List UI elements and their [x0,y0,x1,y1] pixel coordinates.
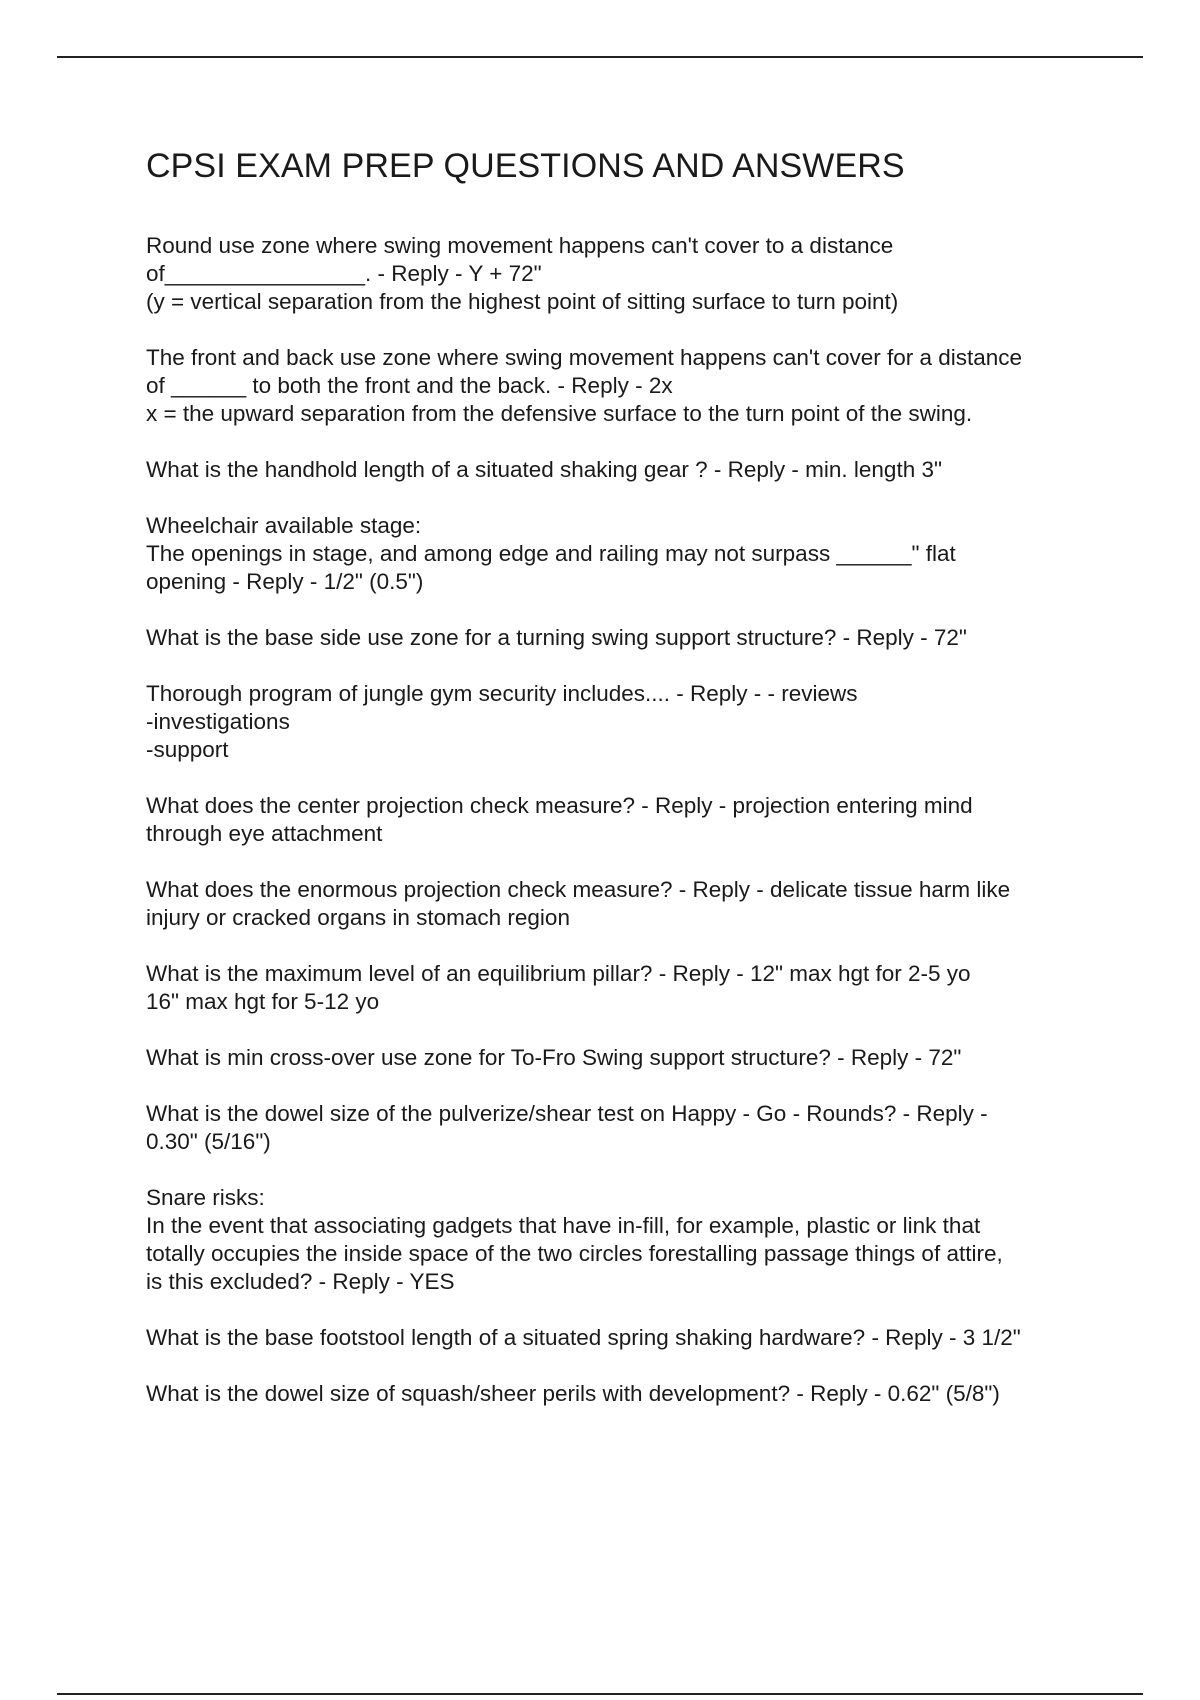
qa-line: totally occupies the inside space of the two circles forestalling passage things of attire, [146,1241,1003,1266]
qa-line: of ______ to both the front and the back. - Reply - 2x [146,373,673,398]
qa-line: is this excluded? - Reply - YES [146,1269,455,1294]
qa-item [146,232,1106,316]
qa-line: x = the upward separation from the defensive surface to the turn point of the swing. [146,401,973,426]
qa-line: What is min cross-over use zone for To-Fro Swing support structure? - Reply - 72" [146,1045,962,1070]
qa-item [146,624,1106,652]
qa-item [146,1044,1106,1072]
qa-line: Thorough program of jungle gym security includes.... - Reply - - reviews [146,681,858,706]
qa-line: Snare risks: [146,1185,265,1210]
qa-line: Wheelchair available stage: [146,513,422,538]
qa-line: -investigations [146,709,290,734]
qa-line: (y = vertical separation from the highest point of sitting surface to turn point) [146,289,899,314]
qa-item [146,876,1106,932]
document-body [146,140,1106,1436]
qa-line: What is the maximum level of an equilibrium pillar? - Reply - 12" max hgt for 2-5 yo [146,961,971,986]
qa-line: What does the center projection check measure? - Reply - projection entering mind [146,793,973,818]
qa-line: -support [146,737,229,762]
page-title: CPSI EXAM PREP QUESTIONS AND ANSWERS [146,147,905,185]
bottom-rule [57,1693,1143,1695]
qa-line: injury or cracked organs in stomach region [146,905,570,930]
qa-item [146,792,1106,848]
qa-line: Round use zone where swing movement happens can't cover to a distance [146,233,894,258]
qa-item [146,512,1106,596]
qa-line: In the event that associating gadgets that have in-fill, for example, plastic or link that [146,1213,981,1238]
qa-line: The front and back use zone where swing movement happens can't cover for a distance [146,345,1023,370]
qa-line: What does the enormous projection check measure? - Reply - delicate tissue harm like [146,877,1011,902]
qa-line: through eye attachment [146,821,383,846]
qa-item [146,960,1106,1016]
qa-item [146,680,1106,764]
qa-item [146,1380,1106,1408]
qa-line: The openings in stage, and among edge and railing may not surpass ______" flat [146,541,956,566]
qa-line: 16" max hgt for 5-12 yo [146,989,380,1014]
qa-item [146,344,1106,428]
qa-line: What is the base side use zone for a turning swing support structure? - Reply - 72" [146,625,967,650]
qa-item [146,1324,1106,1352]
qa-line: of________________. - Reply - Y + 72" [146,261,542,286]
qa-line: What is the base footstool length of a situated spring shaking hardware? - Reply - 3 1/2" [146,1325,1021,1350]
qa-line: opening - Reply - 1/2" (0.5") [146,569,424,594]
qa-line: 0.30" (5/16") [146,1129,271,1154]
qa-item [146,1100,1106,1156]
qa-item [146,456,1106,484]
qa-list [146,232,1106,1408]
qa-line: What is the dowel size of the pulverize/shear test on Happy - Go - Rounds? - Reply - [146,1101,988,1126]
qa-item [146,1184,1106,1296]
qa-line: What is the dowel size of squash/sheer perils with development? - Reply - 0.62" (5/8") [146,1381,1000,1406]
qa-line: What is the handhold length of a situated shaking gear ? - Reply - min. length 3" [146,457,942,482]
top-rule [57,56,1143,58]
